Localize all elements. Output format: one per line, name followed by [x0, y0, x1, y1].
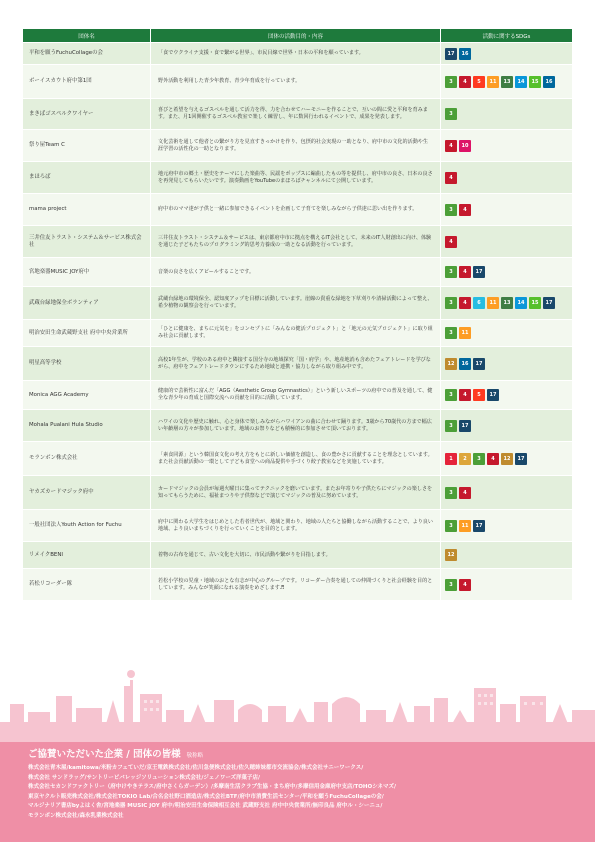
sdg-goal-icon: 4: [445, 140, 457, 152]
sdg-goal-icon: 3: [445, 327, 457, 339]
sponsors-footer: [0, 742, 595, 842]
org-activity: 府中市のママ達が子供と一緒に参加できるイベントを企画して子育てを楽しみながら子供達に思い出を作ります。: [151, 194, 441, 226]
org-name: リメイクBENI: [23, 542, 151, 569]
sdg-icon-group: [445, 520, 568, 532]
org-sdgs: [441, 99, 573, 130]
sdg-goal-icon: 17: [487, 389, 499, 401]
table-row: [23, 162, 573, 194]
org-sdgs: [441, 258, 573, 287]
sdg-icon-group: [445, 327, 568, 339]
sponsors-title: [28, 746, 203, 760]
org-sdgs: [441, 287, 573, 320]
org-activity: 武蔵台緑地の環境保全、認知度アップを目標に活動しています。崖線の貴重な緑地を下草刈りや清掃活動によって整え、希少植物の観察会を行っています。: [151, 287, 441, 320]
sdg-goal-icon: 3: [445, 76, 457, 88]
table-row: [23, 320, 573, 347]
header-org-name: 団体名: [23, 29, 151, 43]
org-name: 一般社団法人Youth Action for Fuchu: [23, 510, 151, 542]
sdg-icon-group: [445, 204, 568, 216]
sdg-icon-group: [445, 358, 568, 370]
sponsor-line: 株式会社セカンドファクトリー（府中けやきテラス/府中さくらガーデン）/多摩南生活クラブ生協・まち府中/多摩信用金庫府中支店/TOHOシネマズ/: [28, 784, 397, 791]
org-sdgs: [441, 43, 573, 65]
sponsor-line: 東京ヤクルト販売株式会社/株式会社TOKIO Lab/合名会社野口酒造店/株式会社BTF/府中市消費生活センター/平和を願うFuchuCollageの会/: [28, 793, 384, 800]
sdg-goal-icon: 4: [459, 297, 471, 309]
sdg-icon-group: [445, 76, 568, 88]
sdg-icon-group: [445, 297, 568, 309]
sdg-goal-icon: 4: [459, 579, 471, 591]
organizations-table: [22, 28, 573, 601]
table-row: [23, 226, 573, 258]
org-name: まきばゴスペルクワイヤー: [23, 99, 151, 130]
sdg-icon-group: [445, 266, 568, 278]
sdg-goal-icon: 14: [515, 76, 527, 88]
sdg-icon-group: [445, 236, 568, 248]
sdg-goal-icon: 3: [445, 204, 457, 216]
org-sdgs: [441, 476, 573, 510]
table-row: [23, 347, 573, 381]
sponsors-list: [28, 764, 573, 822]
sdg-goal-icon: 17: [543, 297, 555, 309]
table-header-row: [23, 29, 573, 43]
sdg-goal-icon: 14: [515, 297, 527, 309]
sdg-goal-icon: 3: [473, 453, 485, 465]
org-activity: 三井住友トラスト・システム＆サービスは、東京都府中市に拠点を構えるIT会社として、未来のIT人財創出に向け、体験を通じた子どもたちのプログラミング的思考力養成の一助となる活動を行っています。: [151, 226, 441, 258]
sdg-icon-group: [445, 172, 568, 184]
sdg-goal-icon: 11: [487, 76, 499, 88]
table-row: [23, 43, 573, 65]
org-activity: 喜びと希望を与えるゴスペルを通して活力を得、力を合わせてハーモニーを作ることで、互いの間に愛と平和を育みます。また、月1回開催するゴスペル教室で楽しく練習し、年に数回行われるイベントで、成果を発表します。: [151, 99, 441, 130]
org-sdgs: [441, 130, 573, 162]
sdg-goal-icon: 1: [445, 453, 457, 465]
org-activity: 「食でウクライナ支援・食で繋がる世界」、市民目線で世界・日本の平和を願っています。: [151, 43, 441, 65]
header-sdgs: 活動に関するSDGs: [441, 29, 573, 43]
sdg-goal-icon: 17: [445, 48, 457, 60]
sdg-goal-icon: 17: [459, 420, 471, 432]
sponsor-line: モランボン株式会社/森永乳業株式会社: [28, 812, 124, 819]
org-activity: 府中に関わる大学生をはじめとした若者世代が、地域と関わり、地域の人たちと協働しながら活動することで、より良い地域、より良いまちづくりを行っていくことを目的とします。: [151, 510, 441, 542]
org-name: 宮地楽器MUSIC JOY府中: [23, 258, 151, 287]
org-activity: 若松小学校の児童・地域のおとな有志が中心のグループです。リコーダー合奏を通しての仲間づくりと社会経験を目的としています。みんなが笑顔になれる演奏をめざします♬: [151, 569, 441, 601]
org-name: Monica AGG Academy: [23, 381, 151, 410]
org-name: 若松リコーダー隊: [23, 569, 151, 601]
org-sdgs: [441, 442, 573, 476]
sdg-goal-icon: 4: [487, 453, 499, 465]
sponsor-line: 株式会社 サンドラッグ/サントリービバレッジソリューション株式会社/ジェノワーズ洋菓子店/: [28, 774, 261, 781]
org-sdgs: [441, 510, 573, 542]
org-sdgs: [441, 410, 573, 442]
sdg-goal-icon: 4: [445, 172, 457, 184]
sdg-goal-icon: 3: [445, 520, 457, 532]
sponsor-line: 株式会社青木屋/kamitowa/米粉カフェていだ/京王電鉄株式会社/佐川急便株式会社/佐久穂姉妹都市交流協会/株式会社サニーワークス/: [28, 765, 364, 771]
org-name: ヤカズカードマジック府中: [23, 476, 151, 510]
sdg-goal-icon: 16: [459, 48, 471, 60]
org-sdgs: [441, 542, 573, 569]
org-activity: 「素食同源」という韓国食文化の考え方をもとに新しい価値を創造し、食の豊かさに貢献することを理念としています。また社会貢献活動の一環として子ども食堂への商品提供や手づくり餃子教室などを実施しています。: [151, 442, 441, 476]
sdg-goal-icon: 3: [445, 420, 457, 432]
sdg-icon-group: [445, 420, 568, 432]
sdg-goal-icon: 15: [529, 76, 541, 88]
sdg-goal-icon: 2: [459, 453, 471, 465]
organizations-table-wrap: [22, 28, 572, 601]
sdg-goal-icon: 4: [445, 236, 457, 248]
table-row: [23, 542, 573, 569]
sdg-goal-icon: 17: [473, 520, 485, 532]
org-sdgs: [441, 226, 573, 258]
table-row: [23, 569, 573, 601]
org-name: モランボン株式会社: [23, 442, 151, 476]
org-name: まほろば: [23, 162, 151, 194]
sdg-goal-icon: 10: [459, 140, 471, 152]
sdg-icon-group: [445, 140, 568, 152]
sdg-icon-group: [445, 453, 568, 465]
org-activity: 着物の古布を通じて、古い文化を大切に、市民活動や繋がりを目指します。: [151, 542, 441, 569]
table-row: [23, 194, 573, 226]
sdg-goal-icon: 16: [459, 358, 471, 370]
sdg-goal-icon: 13: [501, 76, 513, 88]
org-activity: 文化芸術を通して他者との繋がり方を見直すきっかけを作り、包摂的社会実現の一助となり、府中市の文化的活動や生涯学習の活性化の一助となります。: [151, 130, 441, 162]
org-activity: カードマジックの会員が毎週火曜日に集ってテクニックを磨いています。またお年寄りや子供たちにマジックの楽しさを知ってもらうために、福祉まつりや子供祭などで演じてマジックの普及に努めています。: [151, 476, 441, 510]
sdg-goal-icon: 5: [473, 76, 485, 88]
sdg-goal-icon: 4: [459, 76, 471, 88]
sdg-goal-icon: 3: [445, 389, 457, 401]
sdg-goal-icon: 17: [473, 266, 485, 278]
org-sdgs: [441, 65, 573, 99]
table-row: [23, 442, 573, 476]
org-sdgs: [441, 347, 573, 381]
table-row: [23, 381, 573, 410]
org-sdgs: [441, 194, 573, 226]
sdg-goal-icon: 15: [529, 297, 541, 309]
org-activity: 健康的で芸術性に富んだ「AGG（Aesthetic Group Gymnastics）」という新しいスポーツの府中での普及を通して、健全な青少年の育成と国際交流への貢献を目的に活動しています。: [151, 381, 441, 410]
header-activity: 団体の活動目的・内容: [151, 29, 441, 43]
org-name: Mohala Pualani Hula Studio: [23, 410, 151, 442]
sdg-icon-group: [445, 487, 568, 499]
sdg-goal-icon: 16: [543, 76, 555, 88]
table-body: [23, 43, 573, 601]
org-name: 祭り屋Team C: [23, 130, 151, 162]
org-activity: 高校1年生が、学校のある府中と隣接する国分寺の地域探究「国・府学」や、地産地消も含めたフェアトレードを学びながら、府中をフェアトレードタウンにするため地域と連携・協力しながら取り組み中です。: [151, 347, 441, 381]
sdg-goal-icon: 13: [501, 297, 513, 309]
sponsors-title-text: ご協賛いただいた企業 / 団体の皆様: [28, 749, 181, 760]
org-sdgs: [441, 320, 573, 347]
sdg-goal-icon: 3: [445, 579, 457, 591]
table-row: [23, 476, 573, 510]
sdg-goal-icon: 12: [445, 358, 457, 370]
sdg-goal-icon: 17: [473, 358, 485, 370]
org-name: 三井住友トラスト・システム＆サービス株式会社: [23, 226, 151, 258]
org-name: 武蔵台緑地保全ボランティア: [23, 287, 151, 320]
city-skyline-illustration: [0, 660, 595, 742]
table-row: [23, 258, 573, 287]
org-activity: 野外活動を利用した青少年教育、青少年育成を行っています。: [151, 65, 441, 99]
sdg-goal-icon: 3: [445, 297, 457, 309]
table-row: [23, 510, 573, 542]
sdg-goal-icon: 5: [473, 389, 485, 401]
org-name: 明星高等学校: [23, 347, 151, 381]
org-name: 明治安田生命武蔵野支社 府中中央営業所: [23, 320, 151, 347]
org-sdgs: [441, 381, 573, 410]
sdg-icon-group: [445, 579, 568, 591]
org-name: mama project: [23, 194, 151, 226]
org-activity: 音楽の良さを広くアピールすることです。: [151, 258, 441, 287]
org-activity: 「ひとに健康を、まちに元気を」をコンセプトに「みんなの健活プロジェクト」と「地元の元気プロジェクト」に取り組み社会に貢献します。: [151, 320, 441, 347]
sdg-goal-icon: 17: [515, 453, 527, 465]
org-activity: ハワイの文化や歴史に触れ、心と身体で楽しみながらハワイアンの曲に合わせて踊ります。3歳から70歳代の方まで幅広い年齢層の方々が参加しています。地域のお祭りなども積極的に参加させて頂いております。: [151, 410, 441, 442]
sdg-goal-icon: 12: [501, 453, 513, 465]
org-name: ボーイスカウト府中第1団: [23, 65, 151, 99]
sdg-icon-group: [445, 549, 568, 561]
sdg-goal-icon: 12: [445, 549, 457, 561]
table-row: [23, 130, 573, 162]
sponsors-subtitle: 敬称略: [186, 753, 204, 759]
table-row: [23, 65, 573, 99]
sdg-goal-icon: 3: [445, 266, 457, 278]
sdg-goal-icon: 4: [459, 204, 471, 216]
sponsor-line: マルジナリア書店byよはく舎/宮地楽器 MUSIC JOY 府中/明治安田生命保険相互会社 武蔵野支社 府中中央営業所/無印良品 府中ル・シーニュ/: [28, 803, 383, 810]
sdg-goal-icon: 3: [445, 487, 457, 499]
org-sdgs: [441, 162, 573, 194]
table-row: [23, 410, 573, 442]
sdg-goal-icon: 11: [459, 327, 471, 339]
sdg-goal-icon: 11: [459, 520, 471, 532]
org-activity: 地元府中市の郷土・歴史をテーマにした楽曲等、民謡をポップスに編曲したもの等を提供し、府中市の良さ、日本の良さを再発見してもらいたいです。演奏動画をYouTubeのまほろばチャンネルにて公開しています。: [151, 162, 441, 194]
table-row: [23, 287, 573, 320]
sdg-goal-icon: 6: [473, 297, 485, 309]
sdg-icon-group: [445, 389, 568, 401]
sdg-goal-icon: 11: [487, 297, 499, 309]
sdg-goal-icon: 4: [459, 266, 471, 278]
org-sdgs: [441, 569, 573, 601]
sdg-goal-icon: 4: [459, 487, 471, 499]
sdg-goal-icon: 4: [459, 389, 471, 401]
sdg-goal-icon: 3: [445, 108, 457, 120]
sdg-icon-group: [445, 108, 568, 120]
org-name: 平和を願うFuchuCollageの会: [23, 43, 151, 65]
sdg-icon-group: [445, 48, 568, 60]
table-row: [23, 99, 573, 130]
